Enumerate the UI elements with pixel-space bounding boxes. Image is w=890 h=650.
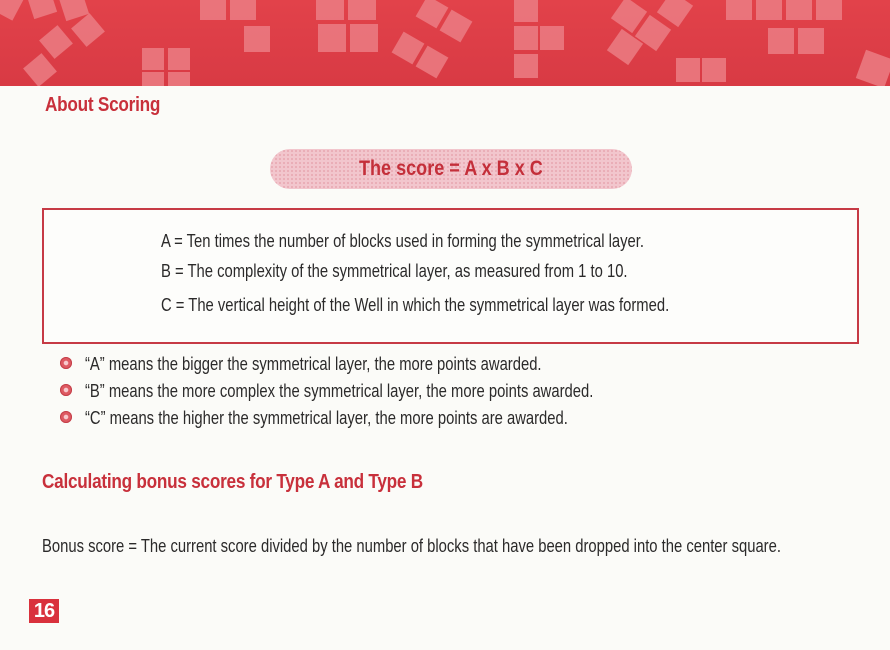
page-number: 16 (29, 599, 59, 623)
score-formula-banner (270, 149, 632, 189)
circle-bullet-icon (60, 411, 72, 423)
list-item-text: “B” means the more complex the symmetrical layer, the more points awarded. (85, 380, 594, 401)
list-item (60, 350, 720, 377)
formula-definitions-box (42, 208, 859, 344)
scoring-notes-list (60, 350, 720, 431)
header-banner (0, 0, 890, 86)
block-pattern-decoration (0, 0, 890, 86)
definition-c: C = The vertical height of the Well in which the symmetrical layer was formed. (161, 294, 670, 315)
circle-bullet-icon (60, 357, 72, 369)
list-item-text: “A” means the bigger the symmetrical layer, the more points awarded. (85, 353, 542, 374)
list-item (60, 404, 720, 431)
score-formula-text: The score = A x B x C (359, 157, 543, 180)
about-scoring-heading: About Scoring (45, 94, 161, 116)
definition-a: A = Ten times the number of blocks used in forming the symmetrical layer. (161, 230, 645, 251)
bonus-scores-heading: Calculating bonus scores for Type A and Type B (42, 471, 423, 493)
circle-bullet-icon (60, 384, 72, 396)
bonus-score-description: Bonus score = The current score divided by the number of blocks that have been dropped into the center square. (42, 535, 781, 556)
list-item-text: “C” means the higher the symmetrical layer, the more points are awarded. (85, 407, 568, 428)
list-item (60, 377, 720, 404)
definition-b: B = The complexity of the symmetrical layer, as measured from 1 to 10. (161, 260, 628, 281)
